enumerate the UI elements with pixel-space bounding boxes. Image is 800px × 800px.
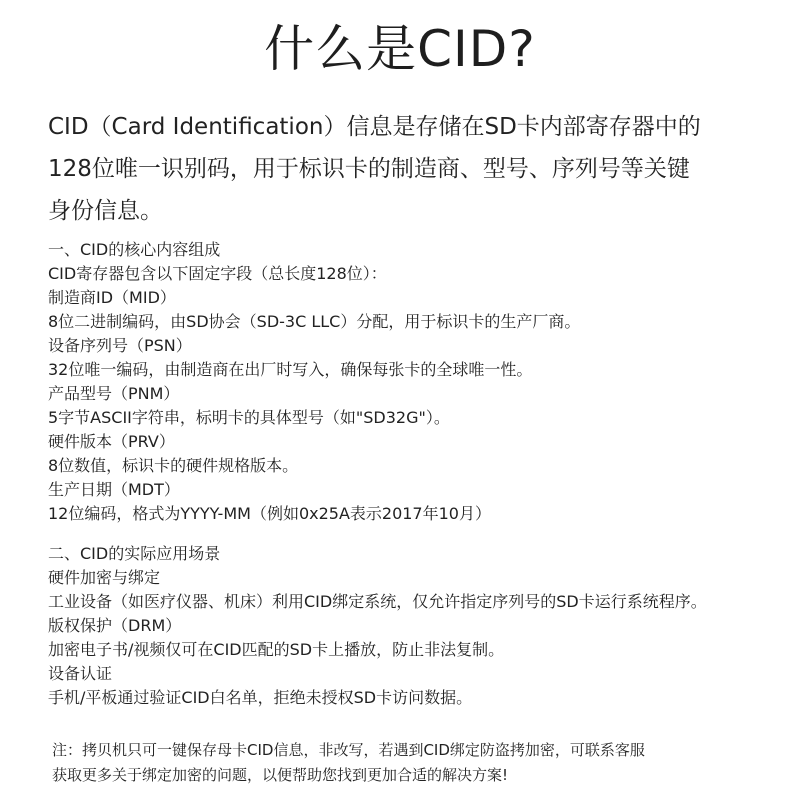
field-description: 8位数值，标识卡的硬件规格版本。	[48, 456, 299, 475]
footnote-line: 获取更多关于绑定加密的问题，以便帮助您找到更加合适的解决方案!	[52, 766, 509, 784]
intro-line: 身份信息。	[48, 198, 163, 224]
scenario-name: 设备认证	[48, 664, 113, 683]
field-description: 8位二进制编码，由SD协会（SD-3C LLC）分配，用于标识卡的生产厂商。	[48, 312, 581, 331]
scenario-name: 硬件加密与绑定	[48, 568, 161, 587]
scenario-description: 手机/平板通过验证CID白名单，拒绝未授权SD卡访问数据。	[48, 688, 473, 707]
section-cid-components	[48, 238, 800, 526]
field-name: 设备序列号（PSN）	[48, 336, 192, 355]
section-heading: 一、CID的核心内容组成	[48, 240, 221, 259]
field-name: 生产日期（MDT）	[48, 480, 180, 499]
intro-line: CID（Card Identification）信息是存储在SD卡内部寄存器中的	[48, 114, 701, 140]
scenario-description: 加密电子书/视频仅可在CID匹配的SD卡上播放，防止非法复制。	[48, 640, 505, 659]
section-cid-applications	[48, 542, 800, 710]
intro-line: 128位唯一识别码，用于标识卡的制造商、型号、序列号等关键	[48, 156, 690, 182]
intro-paragraph	[48, 106, 768, 232]
scenario-name: 版权保护（DRM）	[48, 616, 182, 635]
scenario-description: 工业设备（如医疗仪器、机床）利用CID绑定系统，仅允许指定序列号的SD卡运行系统程序。	[48, 592, 707, 611]
field-description: 32位唯一编码，由制造商在出厂时写入，确保每张卡的全球唯一性。	[48, 360, 533, 379]
page-title: 什么是CID?	[264, 20, 536, 78]
footnote-line: 注：拷贝机只可一键保存母卡CID信息，非改写，若遇到CID绑定防盗拷加密，可联系客服	[52, 741, 645, 759]
section-line: CID寄存器包含以下固定字段（总长度128位）：	[48, 264, 387, 283]
field-description: 12位编码，格式为YYYY-MM（例如0x25A表示2017年10月）	[48, 504, 491, 523]
field-description: 5字节ASCII字符串，标明卡的具体型号（如"SD32G"）。	[48, 408, 450, 427]
section-heading: 二、CID的实际应用场景	[48, 544, 221, 563]
field-name: 制造商ID（MID）	[48, 288, 176, 307]
field-name: 产品型号（PNM）	[48, 384, 180, 403]
field-name: 硬件版本（PRV）	[48, 432, 175, 451]
footnote	[52, 738, 792, 788]
